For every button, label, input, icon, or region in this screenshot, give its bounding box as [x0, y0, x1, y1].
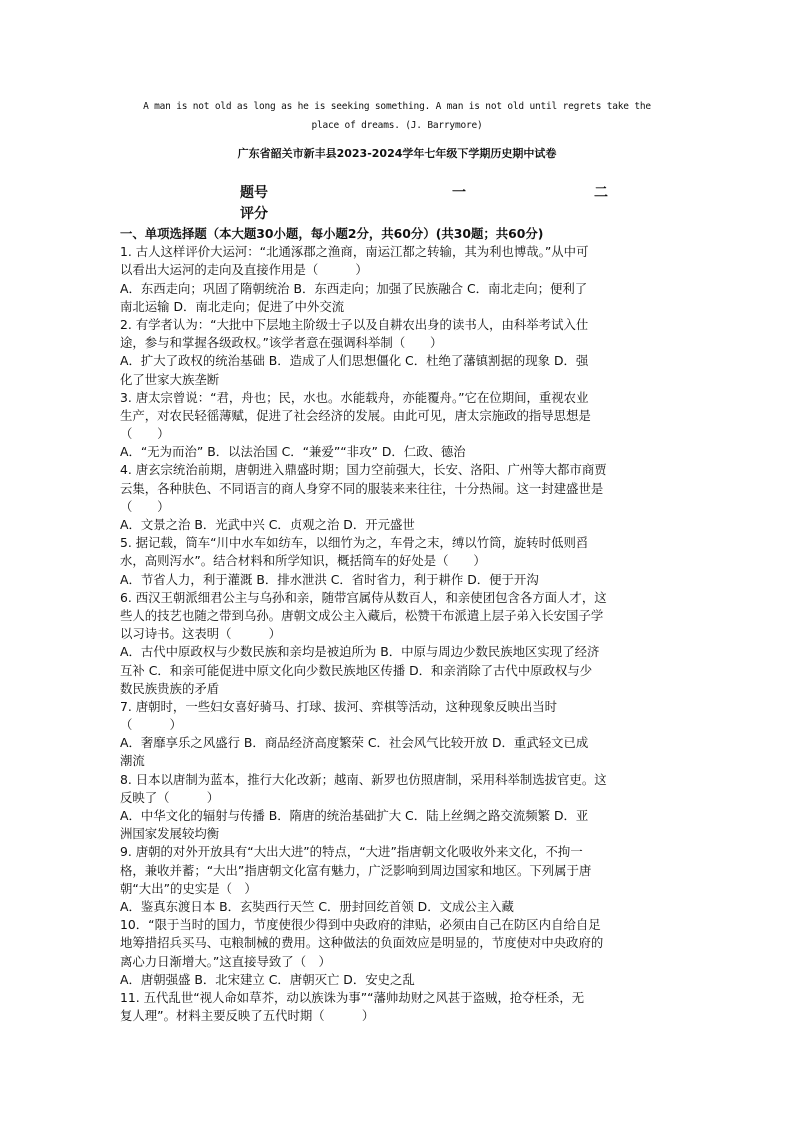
text-line: 以习诗书。这表明（ ） — [120, 626, 282, 642]
epigraph-quote — [120, 97, 674, 135]
text-line: （ ） — [120, 426, 170, 442]
text-line: 途，参与和掌握各级政权。”该学者意在强调科举制（ ） — [120, 335, 443, 351]
score-table-label-question: 题号 — [240, 185, 268, 201]
text-line: 9. 唐朝的对外开放具有“大出大进”的特点，“大进”指唐朝文化吸收外来文化，不拘一 — [120, 844, 583, 860]
text-line: 云集，各种肤色、不同语言的商人身穿不同的服装来来往往，十分热闹。这一封建盛世是 — [120, 480, 604, 496]
score-table-label-score: 评分 — [240, 206, 268, 222]
text-line: 2. 有学者认为：“大批中下层地主阶级士子以及自耕农出身的读书人，由科举考试入仕 — [120, 316, 589, 332]
text-line: 离心力日渐增大。”这直接导致了（ ） — [120, 953, 331, 969]
text-line: 水，高则泻水”。结合材料和所学知识，概括筒车的好处是（ ） — [120, 553, 486, 569]
text-line: 7. 唐朝时，一些妇女喜好骑马、打球、拔河、弈棋等活动，这种现象反映出当时 — [120, 698, 558, 714]
text-line: A．古代中原政权与少数民族和亲均是被迫所为 B．中原与周边少数民族地区实现了经济 — [120, 644, 600, 660]
text-line: 5. 据记载，筒车“川中水车如纺车，以细竹为之，车骨之末，缚以竹筒，旋转时低则舀 — [120, 535, 589, 551]
text-line: 地筹措招兵买马、屯粮制械的费用。这种做法的负面效应是明显的，节度使对中央政府的 — [120, 935, 604, 951]
text-line: 10．“限于当时的国力，节度使很少得到中央政府的津贴，必须由自己在防区内自给自足 — [120, 917, 601, 933]
text-line: 11. 五代乱世“视人命如草芥，动以族诛为事”“藩帅劫财之风甚于盗贼，抢夺枉杀，无 — [120, 989, 585, 1005]
question-content — [120, 225, 675, 1043]
text-line: 4. 唐玄宗统治前期，唐朝进入鼎盛时期；国力空前强大，长安、洛阳、广州等大都市商贾 — [120, 462, 607, 478]
text-line: 互补 C．和亲可能促进中原文化向少数民族地区传播 D．和亲消除了古代中原政权与少 — [120, 662, 593, 678]
text-line: （ ） — [120, 717, 182, 733]
text-line: 8. 日本以唐制为蓝本，推行大化改新；越南、新罗也仿照唐制，采用科举制选拔官吏。这 — [120, 771, 607, 787]
text-line: A．中华文化的辐射与传播 B．隋唐的统治基础扩大 C．陆上丝绸之路交流频繁 D．亚 — [120, 808, 589, 823]
text-line: 以看出大运河的走向及直接作用是（ ） — [120, 262, 368, 278]
text-line: 反映了（ ） — [120, 789, 220, 805]
text-line: A．扩大了政权的统治基础 B．造成了人们思想僵化 C．杜绝了藩镇割据的现象 D．强 — [120, 353, 589, 369]
text-line: 化了世家大族垄断 — [120, 371, 220, 387]
text-line: 潮流 — [120, 753, 145, 769]
text-line: 洲国家发展较均衡 — [120, 826, 220, 842]
quote-line-2: place of dreams. (J. Barrymore) — [311, 120, 483, 131]
text-line: （ ） — [120, 498, 170, 514]
text-line: 些人的技艺也随之带到乌孙。唐朝文成公主入藏后，松赞干布派遣上层子弟入长安国子学 — [120, 607, 604, 623]
text-line: 6. 西汉王朝派细君公主与乌孙和亲，随带宫属侍从数百人，和亲使团包含各方面人才，这 — [120, 589, 607, 605]
text-line: 3. 唐太宗曾说：“君，舟也；民，水也。水能载舟，亦能覆舟。”它在位期间，重视农业 — [120, 389, 589, 405]
score-table-col-2: 二 — [594, 185, 608, 201]
score-table — [0, 181, 794, 221]
text-line: A．奢靡享乐之风盛行 B．商品经济高度繁荣 C．社会风气比较开放 D．重武轻文已成 — [120, 735, 589, 751]
text-line: A．鉴真东渡日本 B．玄奘西行天竺 C．册封回纥首领 D．文成公主入藏 — [120, 898, 514, 914]
quote-line-1: A man is not old as long as he is seeking something. A man is not old until regrets take the — [143, 101, 651, 112]
text-line: A．唐朝强盛 B．北宋建立 C．唐朝灭亡 D．安史之乱 — [120, 971, 415, 987]
text-line: 格，兼收并蓄；“大出”指唐朝文化富有魅力，广泛影响到周边国家和地区。下列属于唐 — [120, 862, 592, 878]
section-heading: 一、单项选择题（本大题30小题，每小题2分，共60分）(共30题；共60分) — [120, 226, 544, 241]
text-line: 生产，对农民轻徭薄赋，促进了社会经济的发展。由此可见，唐太宗施政的指导思想是 — [120, 407, 591, 423]
text-line: 南北运输 D．南北走向；促进了中外交流 — [120, 298, 345, 314]
text-line: 朝“大出”的史实是（ ） — [120, 880, 257, 896]
text-line: A．节省人力，利于灌溉 B．排水泄洪 C．省时省力，利于耕作 D．便于开沟 — [120, 571, 539, 587]
text-line: 复人理”。材料主要反映了五代时期（ ） — [120, 1008, 375, 1024]
score-table-col-1: 一 — [452, 185, 466, 201]
text-line: A．“无为而治” B．以法治国 C．“兼爱”“非攻” D．仁政、德治 — [120, 444, 466, 460]
text-line — [120, 1025, 675, 1043]
text-line: A．文景之治 B．光武中兴 C．贞观之治 D．开元盛世 — [120, 517, 415, 532]
text-line: 1. 古人这样评价大运河：“北通涿郡之渔商，南运江都之转输，其为利也博哉。”从中可 — [120, 244, 589, 260]
text-line: A．东西走向；巩固了隋朝统治 B．东西走向；加强了民族融合 C．南北走向；便利了 — [120, 280, 588, 296]
exam-title: 广东省韶关市新丰县2023-2024学年七年级下学期历史期中试卷 — [237, 147, 557, 160]
text-line: 数民族贵族的矛盾 — [120, 680, 220, 696]
